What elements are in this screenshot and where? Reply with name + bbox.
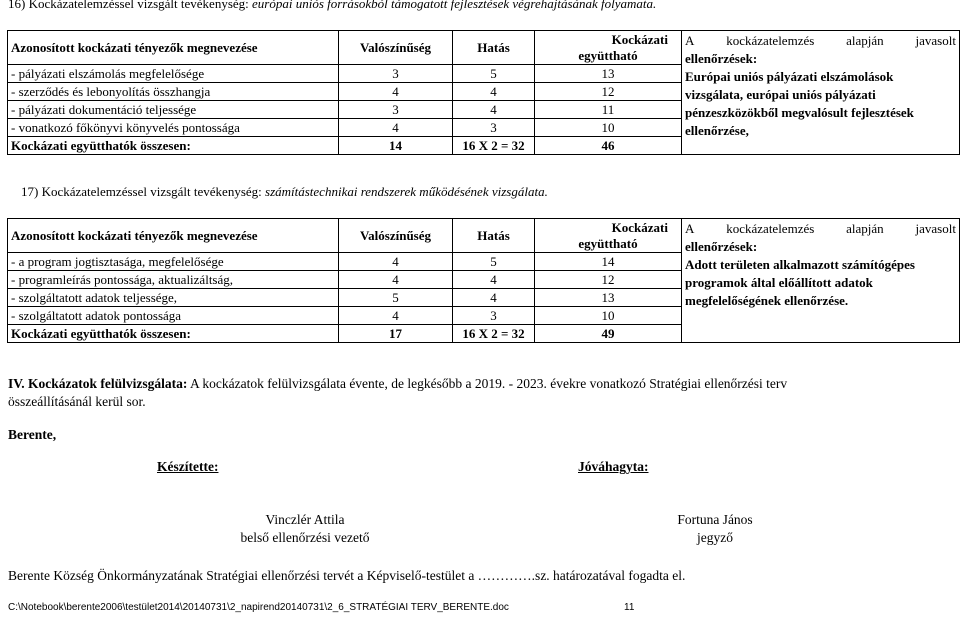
header-impact: Hatás [453, 219, 535, 253]
factor-cell: - programleírás pontossága, aktualizáltság, [8, 271, 339, 289]
total-impact: 16 X 2 = 32 [453, 325, 535, 343]
section-iv-text: A kockázatok felülvizsgálata évente, de legkésőbb a 2019. - 2023. évekre vonatkozó Stratégiai ellenőrzési terv [187, 376, 788, 391]
coefficient-cell: 10 [535, 307, 682, 325]
section-16-title [8, 0, 656, 12]
section-16-prefix: 16) Kockázatelemzéssel vizsgált tevékenység: [8, 0, 253, 11]
rec-word: A [685, 33, 695, 48]
impact-cell: 4 [453, 83, 535, 101]
header-impact: Hatás [453, 31, 535, 65]
rec-header-line1 [685, 32, 956, 50]
approval-note: Berente Község Önkormányzatának Stratégiai ellenőrzési tervét a Képviselő-testület a ………….sz. határozatával fogadta el. [8, 568, 686, 583]
coefficient-cell: 13 [535, 289, 682, 307]
preparer-title: belső ellenőrzési vezető [240, 530, 370, 545]
header-probability: Valószínűség [339, 219, 453, 253]
section-17-prefix: 17) Kockázatelemzéssel vizsgált tevékenység: [21, 184, 266, 199]
risk-table-16 [7, 30, 960, 155]
probability-cell: 4 [339, 271, 453, 289]
approver-name: Fortuna János [677, 512, 753, 527]
rec-text-line: megfelelőségének ellenőrzése. [685, 293, 849, 308]
probability-cell: 4 [339, 253, 453, 271]
total-label: Kockázati együtthatók összesen: [8, 137, 339, 155]
rec-header-line2: ellenőrzések: [685, 51, 758, 66]
rec-word: kockázatelemzés [726, 33, 815, 48]
total-probability: 14 [339, 137, 453, 155]
risk-table-17 [7, 218, 960, 343]
rec-text-line: vizsgálata, európai uniós pályázati [685, 87, 876, 102]
header-coefficient [535, 31, 682, 65]
total-label: Kockázati együtthatók összesen: [8, 325, 339, 343]
rec-text-line: pénzeszközökből megvalósult fejlesztések [685, 105, 914, 120]
table-header-row [8, 31, 960, 65]
section-17-activity: számítástechnikai rendszerek működésének vizsgálata. [265, 184, 548, 199]
rec-word: javasolt [915, 33, 956, 48]
impact-cell: 4 [453, 271, 535, 289]
footer-file-path: C:\Notebook\berente2006\testület2014\20140731\2_napirend20140731\2_6_STRATÉGIAI TERV_BERENTE.doc [8, 602, 509, 613]
preparer-name: Vinczlér Attila [265, 512, 345, 527]
section-iv-text-cont: összeállításánál kerül sor. [8, 394, 146, 409]
coef-line2: együttható [578, 47, 638, 63]
total-impact: 16 X 2 = 32 [453, 137, 535, 155]
impact-cell: 5 [453, 253, 535, 271]
section-iv [8, 376, 787, 392]
approved-by-label: Jóváhagyta: [578, 459, 649, 474]
impact-cell: 3 [453, 119, 535, 137]
factor-cell: - szolgáltatott adatok teljessége, [8, 289, 339, 307]
approver-title: jegyző [697, 530, 733, 545]
rec-word: A [685, 221, 695, 236]
impact-cell: 4 [453, 101, 535, 119]
factor-cell: - szolgáltatott adatok pontossága [8, 307, 339, 325]
coefficient-cell: 11 [535, 101, 682, 119]
factor-cell: - pályázati dokumentáció teljessége [8, 101, 339, 119]
factor-cell: - a program jogtisztasága, megfelelősége [8, 253, 339, 271]
rec-header-line1 [685, 220, 956, 238]
total-coefficient: 46 [535, 137, 682, 155]
coef-line1: Kockázati [611, 219, 668, 235]
rec-word: alapján [846, 221, 884, 236]
probability-cell: 4 [339, 83, 453, 101]
section-16-activity: európai uniós forrásokból támogatott fejlesztések végrehajtásának folyamata. [252, 0, 657, 11]
coefficient-cell: 13 [535, 65, 682, 83]
probability-cell: 4 [339, 119, 453, 137]
rec-word: kockázatelemzés [726, 221, 815, 236]
rec-text-line: programok által előállított adatok [685, 275, 873, 290]
impact-cell: 5 [453, 65, 535, 83]
total-coefficient: 49 [535, 325, 682, 343]
place-label: Berente, [8, 427, 57, 442]
rec-text-line: Európai uniós pályázati elszámolások [685, 69, 894, 84]
probability-cell: 4 [339, 307, 453, 325]
coef-line1: Kockázati [611, 31, 668, 47]
section-17-title [21, 184, 548, 200]
footer-page-number: 11 [624, 602, 635, 613]
factor-cell: - pályázati elszámolás megfelelősége [8, 65, 339, 83]
coef-line2: együttható [578, 235, 638, 251]
probability-cell: 3 [339, 101, 453, 119]
probability-cell: 3 [339, 65, 453, 83]
impact-cell: 4 [453, 289, 535, 307]
impact-cell: 3 [453, 307, 535, 325]
recommendation-cell [682, 31, 960, 155]
coefficient-cell: 12 [535, 83, 682, 101]
header-factor: Azonosított kockázati tényezők megnevezése [8, 219, 339, 253]
factor-cell: - szerződés és lebonyolítás összhangja [8, 83, 339, 101]
header-coefficient [535, 219, 682, 253]
recommendation-cell [682, 219, 960, 343]
prepared-by-label: Készítette: [157, 459, 219, 474]
rec-header-line2: ellenőrzések: [685, 239, 758, 254]
rec-word: javasolt [915, 221, 956, 236]
rec-text-line: ellenőrzése, [685, 123, 749, 138]
header-factor: Azonosított kockázati tényezők megnevezése [8, 31, 339, 65]
coefficient-cell: 14 [535, 253, 682, 271]
header-probability: Valószínűség [339, 31, 453, 65]
rec-text-line: Adott területen alkalmazott számítógépes [685, 257, 915, 272]
coefficient-cell: 12 [535, 271, 682, 289]
table-header-row [8, 219, 960, 253]
factor-cell: - vonatkozó főkönyvi könyvelés pontossága [8, 119, 339, 137]
total-probability: 17 [339, 325, 453, 343]
rec-word: alapján [846, 33, 884, 48]
section-iv-label: IV. Kockázatok felülvizsgálata: [8, 376, 188, 391]
probability-cell: 5 [339, 289, 453, 307]
coefficient-cell: 10 [535, 119, 682, 137]
